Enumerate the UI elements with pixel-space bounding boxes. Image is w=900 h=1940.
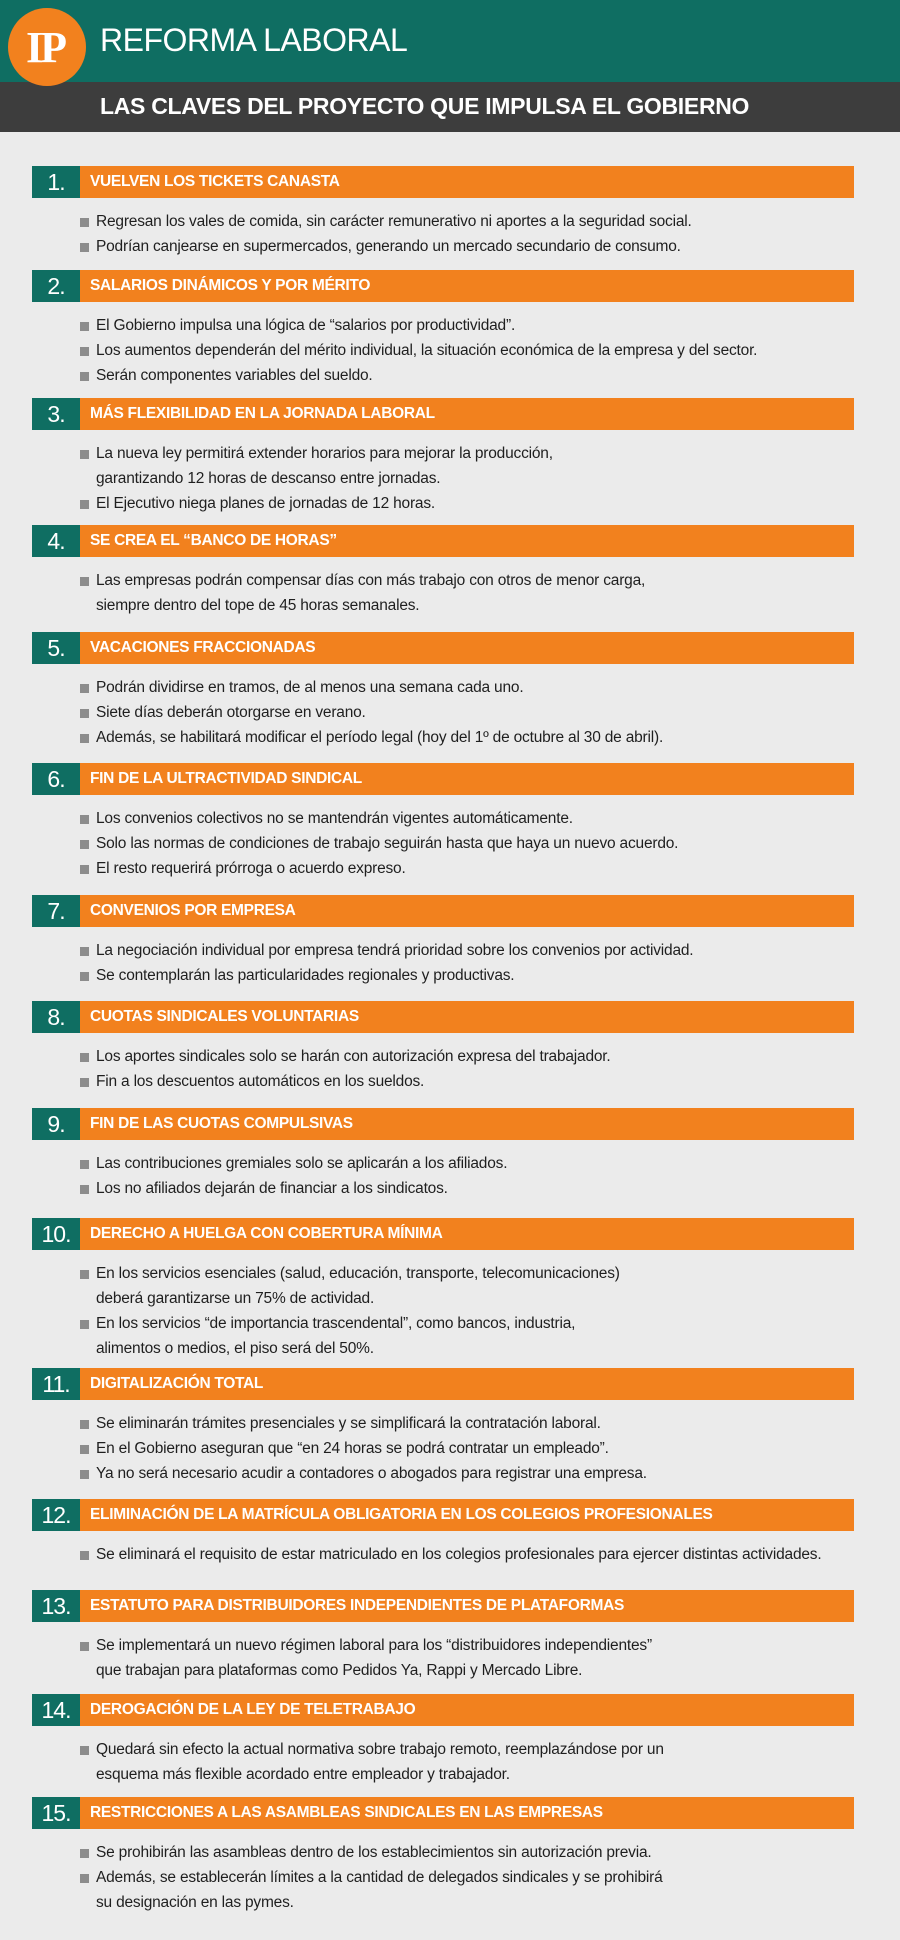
bullet-text: Ya no será necesario acudir a contadores o abogados para registrar una empresa.: [96, 1465, 647, 1482]
section-title: ESTATUTO PARA DISTRIBUIDORES INDEPENDIENTES DE PLATAFORMAS: [90, 1597, 625, 1614]
section-number: 14.: [32, 1694, 80, 1726]
bullet-square-icon: [80, 347, 89, 356]
section-header-11: [32, 1368, 854, 1400]
bullet-square-icon: [80, 1470, 89, 1479]
bullet-square-icon: [80, 577, 89, 586]
bullet-text: Regresan los vales de comida, sin carácter remunerativo ni aportes a la seguridad social.: [96, 213, 692, 230]
section-header-1: [32, 166, 854, 198]
section-header-9: [32, 1108, 854, 1140]
bullet-text: Además, se habilitará modificar el período legal (hoy del 1º de octubre al 30 de abril).: [96, 729, 664, 746]
bullet-text: En los servicios “de importancia trascendental”, como bancos, industria,: [96, 1315, 576, 1332]
section-title: ELIMINACIÓN DE LA MATRÍCULA OBLIGATORIA EN LOS COLEGIOS PROFESIONALES: [90, 1506, 713, 1523]
section-header-8: [32, 1001, 854, 1033]
bullet-square-icon: [80, 500, 89, 509]
bullet-square-icon: [80, 1849, 89, 1858]
bullet-text: que trabajan para plataformas como Pedidos Ya, Rappi y Mercado Libre.: [96, 1662, 583, 1679]
bullet-text: El Ejecutivo niega planes de jornadas de 12 horas.: [96, 495, 435, 512]
section-header-7: [32, 895, 854, 927]
bullet-text: Siete días deberán otorgarse en verano.: [96, 704, 366, 721]
section-number: 8.: [32, 1001, 80, 1033]
bullet-square-icon: [80, 947, 89, 956]
bullet-text: Se eliminarán trámites presenciales y se simplificará la contratación laboral.: [96, 1415, 601, 1432]
section-header-5: [32, 632, 854, 664]
bullet-text: Se eliminará el requisito de estar matriculado en los colegios profesionales para ejercer distintas actividades.: [96, 1546, 822, 1563]
bullet-text: Además, se establecerán límites a la cantidad de delegados sindicales y se prohibirá: [96, 1869, 663, 1886]
bullet-text: Podrían canjearse en supermercados, generando un mercado secundario de consumo.: [96, 238, 681, 255]
section-title: VUELVEN LOS TICKETS CANASTA: [90, 173, 340, 190]
bullet-square-icon: [80, 972, 89, 981]
bullet-text: Podrán dividirse en tramos, de al menos una semana cada uno.: [96, 679, 524, 696]
section-header-14: [32, 1694, 854, 1726]
bullet-square-icon: [80, 684, 89, 693]
bullet-square-icon: [80, 815, 89, 824]
bullet-text: Los no afiliados dejarán de financiar a los sindicatos.: [96, 1180, 448, 1197]
section-title: DERECHO A HUELGA CON COBERTURA MÍNIMA: [90, 1225, 443, 1242]
section-number: 2.: [32, 270, 80, 302]
section-title: DEROGACIÓN DE LA LEY DE TELETRABAJO: [90, 1701, 416, 1718]
section-header-6: [32, 763, 854, 795]
section-number: 9.: [32, 1108, 80, 1140]
bullet-text: Se prohibirán las asambleas dentro de los establecimientos sin autorización previa.: [96, 1844, 652, 1861]
section-title: VACACIONES FRACCIONADAS: [90, 639, 316, 656]
bullet-square-icon: [80, 1420, 89, 1429]
bullet-text: El Gobierno impulsa una lógica de “salarios por productividad”.: [96, 317, 516, 334]
section-number: 12.: [32, 1499, 80, 1531]
bullet-text: Se contemplarán las particularidades regionales y productivas.: [96, 967, 515, 984]
bullet-text: El resto requerirá prórroga o acuerdo expreso.: [96, 860, 406, 877]
publisher-logo: IP: [8, 8, 86, 86]
section-number: 10.: [32, 1218, 80, 1250]
bullet-square-icon: [80, 840, 89, 849]
section-title: SE CREA EL “BANCO DE HORAS”: [90, 532, 337, 549]
bullet-square-icon: [80, 1445, 89, 1454]
bullet-text: Serán componentes variables del sueldo.: [96, 367, 373, 384]
header-title: REFORMA LABORAL: [100, 22, 408, 58]
section-title: FIN DE LAS CUOTAS COMPULSIVAS: [90, 1115, 353, 1132]
bullet-text: En los servicios esenciales (salud, educación, transporte, telecomunicaciones): [96, 1265, 620, 1282]
bullet-square-icon: [80, 709, 89, 718]
section-number: 1.: [32, 166, 80, 198]
bullet-text: Los aumentos dependerán del mérito individual, la situación económica de la empresa y del sector.: [96, 342, 758, 359]
bullet-square-icon: [80, 372, 89, 381]
section-header-12: [32, 1499, 854, 1531]
bullet-text: siempre dentro del tope de 45 horas semanales.: [96, 597, 420, 614]
bullet-square-icon: [80, 450, 89, 459]
bullet-square-icon: [80, 1874, 89, 1883]
section-number: 6.: [32, 763, 80, 795]
section-title: CONVENIOS POR EMPRESA: [90, 902, 296, 919]
bullet-square-icon: [80, 1551, 89, 1560]
section-title: FIN DE LA ULTRACTIVIDAD SINDICAL: [90, 770, 362, 787]
bullet-text: Los aportes sindicales solo se harán con autorización expresa del trabajador.: [96, 1048, 611, 1065]
section-header-4: [32, 525, 854, 557]
bullet-text: Las contribuciones gremiales solo se aplicarán a los afiliados.: [96, 1155, 508, 1172]
section-title: MÁS FLEXIBILIDAD EN LA JORNADA LABORAL: [90, 405, 435, 422]
bullet-square-icon: [80, 1078, 89, 1087]
section-number: 5.: [32, 632, 80, 664]
bullet-square-icon: [80, 243, 89, 252]
section-title: CUOTAS SINDICALES VOLUNTARIAS: [90, 1008, 359, 1025]
bullet-text: Se implementará un nuevo régimen laboral para los “distribuidores independientes”: [96, 1637, 652, 1654]
bullet-square-icon: [80, 1053, 89, 1062]
section-title: DIGITALIZACIÓN TOTAL: [90, 1375, 264, 1392]
section-header-10: [32, 1218, 854, 1250]
section-header-15: [32, 1797, 854, 1829]
section-number: 15.: [32, 1797, 80, 1829]
section-number: 3.: [32, 398, 80, 430]
section-number: 4.: [32, 525, 80, 557]
bullet-text: Quedará sin efecto la actual normativa sobre trabajo remoto, reemplazándose por un: [96, 1741, 664, 1758]
bullet-square-icon: [80, 734, 89, 743]
section-title: RESTRICCIONES A LAS ASAMBLEAS SINDICALES EN LAS EMPRESAS: [90, 1804, 603, 1821]
section-header-13: [32, 1590, 854, 1622]
bullet-text: Los convenios colectivos no se mantendrán vigentes automáticamente.: [96, 810, 573, 827]
section-title: SALARIOS DINÁMICOS Y POR MÉRITO: [90, 277, 371, 294]
page-subtitle: LAS CLAVES DEL PROYECTO QUE IMPULSA EL GOBIERNO: [100, 93, 750, 119]
bullet-square-icon: [80, 218, 89, 227]
bullet-text: La nueva ley permitirá extender horarios para mejorar la producción,: [96, 445, 553, 462]
bullet-square-icon: [80, 1642, 89, 1651]
bullet-text: deberá garantizarse un 75% de actividad.: [96, 1290, 375, 1307]
section-header-2: [32, 270, 854, 302]
bullet-text: esquema más flexible acordado entre empleador y trabajador.: [96, 1766, 510, 1783]
bullet-text: En el Gobierno aseguran que “en 24 horas se podrá contratar un empleado”.: [96, 1440, 609, 1457]
bullet-square-icon: [80, 865, 89, 874]
section-number: 13.: [32, 1590, 80, 1622]
section-number: 11.: [32, 1368, 80, 1400]
bullet-square-icon: [80, 1160, 89, 1169]
bullet-text: garantizando 12 horas de descanso entre jornadas.: [96, 470, 441, 487]
section-number: 7.: [32, 895, 80, 927]
bullet-square-icon: [80, 1746, 89, 1755]
bullet-text: Las empresas podrán compensar días con más trabajo con otros de menor carga,: [96, 572, 646, 589]
bullet-text: alimentos o medios, el piso será del 50%.: [96, 1340, 374, 1357]
bullet-text: Fin a los descuentos automáticos en los sueldos.: [96, 1073, 425, 1090]
bullet-square-icon: [80, 1185, 89, 1194]
bullet-text: Solo las normas de condiciones de trabajo seguirán hasta que haya un nuevo acuerdo.: [96, 835, 679, 852]
bullet-square-icon: [80, 1320, 89, 1329]
bullet-square-icon: [80, 322, 89, 331]
bullet-text: su designación en las pymes.: [96, 1894, 294, 1911]
bullet-square-icon: [80, 1270, 89, 1279]
section-header-3: [32, 398, 854, 430]
bullet-text: La negociación individual por empresa tendrá prioridad sobre los convenios por actividad.: [96, 942, 694, 959]
